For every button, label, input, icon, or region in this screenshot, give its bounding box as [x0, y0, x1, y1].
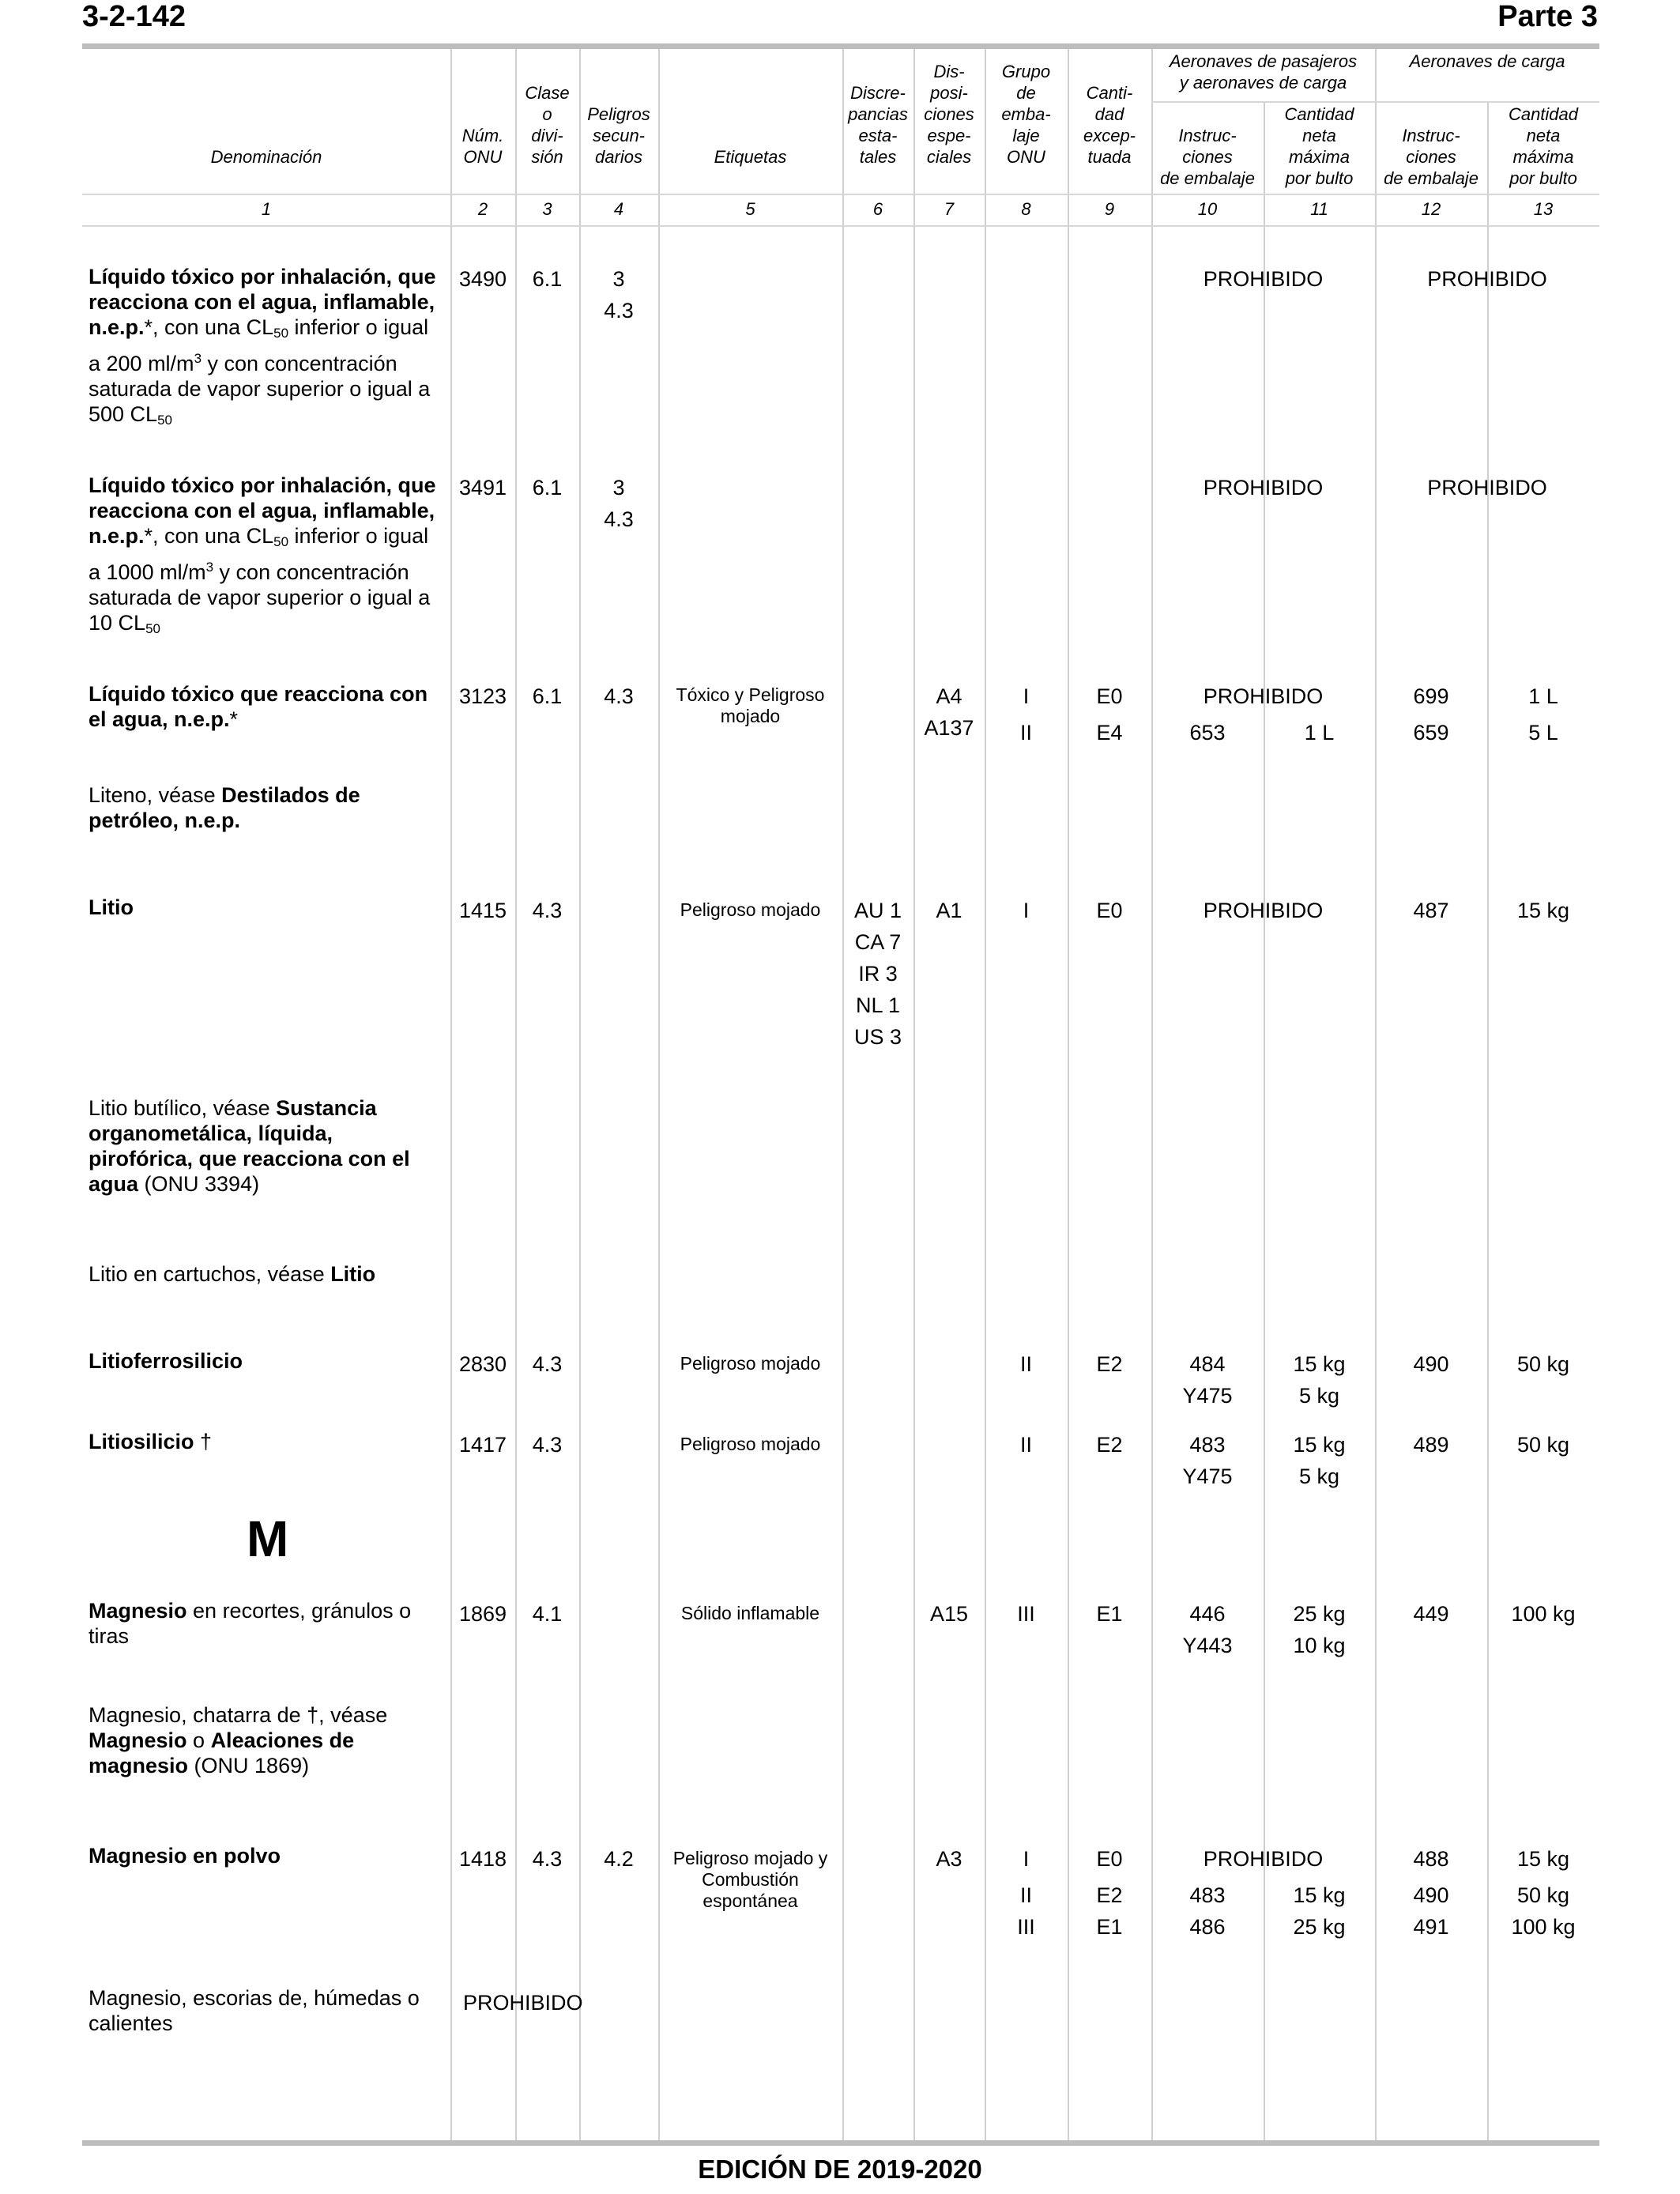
column-divider [658, 49, 660, 2140]
cargo-max-quantity: 50 kg [1516, 1352, 1570, 1376]
top-rule [82, 43, 1599, 49]
passenger-packing-instruction: 483 Y475 [1182, 1433, 1233, 1488]
column-divider [1487, 103, 1489, 2140]
excepted-quantity: E0 [1096, 1847, 1123, 1871]
entry-name: Líquido tóxico que reacciona con el agua, n.e.p.* [89, 682, 428, 731]
passenger-packing-instruction: 486 [1189, 1915, 1226, 1939]
hazard-class: 6.1 [532, 684, 563, 708]
cargo-packing-instruction: 659 [1413, 721, 1449, 745]
packing-group: II [1019, 1352, 1032, 1376]
cargo-packing-instruction: 699 [1413, 684, 1449, 708]
hazard-class: 4.3 [532, 1352, 563, 1376]
packing-group: II [1019, 1433, 1032, 1457]
cargo-max-quantity: 100 kg [1511, 1915, 1576, 1939]
cargo-prohibited: PROHIBIDO [1427, 476, 1547, 499]
secondary-hazards: 3 4.3 [604, 267, 634, 322]
excepted-quantity: E1 [1096, 1915, 1123, 1939]
col-header-packing-group: Grupo de emba- laje ONU [1001, 62, 1051, 167]
cargo-max-quantity: 1 L [1528, 684, 1558, 708]
column-divider [842, 49, 844, 2140]
passenger-max-quantity: 15 kg 5 kg [1293, 1352, 1346, 1408]
un-number: 1869 [458, 1602, 507, 1626]
col-header-denominacion: Denominación [210, 147, 322, 167]
excepted-quantity: E2 [1096, 1883, 1123, 1907]
bottom-rule [82, 2140, 1599, 2146]
cargo-packing-instruction: 449 [1413, 1602, 1449, 1626]
un-number: 1417 [458, 1433, 507, 1457]
passenger-prohibited: PROHIBIDO [1203, 684, 1324, 708]
packing-group: II [1019, 1883, 1032, 1907]
passenger-packing-instruction: 653 [1189, 721, 1226, 745]
secondary-hazards: 4.2 [604, 1847, 634, 1871]
passenger-packing-instruction: 484 Y475 [1182, 1352, 1233, 1408]
un-number: 1415 [458, 899, 507, 922]
col-header-passenger-group: Aeronaves de pasajeros y aeronaves de carga [1169, 51, 1358, 92]
hazard-class: 4.3 [532, 899, 563, 922]
col-number: 5 [745, 199, 755, 219]
passenger-prohibited: PROHIBIDO [1203, 1847, 1324, 1871]
col-header-state-variations: Discre- pancias esta- tales [848, 83, 908, 167]
col-number: 3 [542, 199, 552, 219]
special-provisions: A15 [929, 1602, 969, 1626]
col-number: 12 [1421, 199, 1441, 219]
col-number: 1 [261, 199, 272, 219]
col-header-passenger-packing-instructions: Instruc- ciones de embalaje [1160, 126, 1255, 188]
cargo-packing-instruction: 490 [1413, 1883, 1449, 1907]
edition-footer: EDICIÓN DE 2019-2020 [698, 2154, 982, 2184]
passenger-packing-instruction: 483 [1189, 1883, 1226, 1907]
hazard-class: 4.1 [532, 1602, 563, 1626]
column-divider [1264, 103, 1265, 2140]
entry-name: Litio en cartuchos, véase Litio [89, 1262, 376, 1286]
entry-name: Liteno, véase Destilados de petróleo, n.e.p. [89, 783, 360, 832]
col-number: 11 [1310, 199, 1328, 219]
passenger-max-quantity: 1 L [1304, 721, 1335, 745]
excepted-quantity: E0 [1096, 684, 1123, 708]
hazard-labels: Tóxico y Peligroso mojado [676, 684, 825, 726]
hazard-labels: Sólido inflamable [680, 1603, 820, 1623]
secondary-hazards: 3 4.3 [604, 476, 634, 531]
special-provisions: A3 [936, 1847, 962, 1871]
entry-name: Litiosilicio † [89, 1430, 213, 1453]
part-label: Parte 3 [1497, 0, 1598, 33]
prohibited-notice: PROHIBIDO [463, 1991, 583, 2015]
cargo-packing-instruction: 489 [1413, 1433, 1449, 1457]
col-header-cargo-max-quantity: Cantidad neta máxima por bulto [1508, 104, 1579, 188]
section-letter: M [247, 1510, 289, 1567]
passenger-packing-instruction: 446 Y443 [1182, 1602, 1233, 1657]
column-divider [450, 49, 452, 2140]
packing-group: I [1023, 684, 1030, 708]
entry-name: Litio butílico, véase Sustancia organometálica, líquida, pirofórica, que reacciona con el agua (ONU 3394) [89, 1096, 410, 1196]
group-header-rule [1151, 101, 1599, 103]
passenger-prohibited: PROHIBIDO [1203, 476, 1324, 499]
secondary-hazards: 4.3 [604, 684, 634, 708]
col-number: 4 [613, 199, 624, 219]
passenger-prohibited: PROHIBIDO [1203, 899, 1324, 922]
entry-name: Litioferrosilicio [89, 1349, 243, 1373]
un-number: 3123 [458, 684, 507, 708]
hazard-class: 6.1 [532, 267, 563, 291]
special-provisions: A1 [936, 899, 962, 922]
cargo-packing-instruction: 491 [1413, 1915, 1449, 1939]
col-header-labels: Etiquetas [714, 147, 787, 167]
state-variations: AU 1 CA 7 IR 3 NL 1 US 3 [853, 899, 902, 1049]
un-number: 3491 [458, 476, 507, 499]
packing-group: III [1017, 1602, 1035, 1626]
passenger-max-quantity: 15 kg 5 kg [1293, 1433, 1346, 1488]
col-header-passenger-max-quantity: Cantidad neta máxima por bulto [1284, 104, 1354, 188]
excepted-quantity: E0 [1096, 899, 1123, 922]
col-number: 10 [1197, 199, 1218, 219]
col-number: 13 [1533, 199, 1554, 219]
cargo-max-quantity: 50 kg [1516, 1883, 1570, 1907]
excepted-quantity: E2 [1096, 1352, 1123, 1376]
hazard-labels: Peligroso mojado [680, 1434, 821, 1454]
cargo-max-quantity: 15 kg [1516, 899, 1570, 922]
cargo-max-quantity: 50 kg [1516, 1433, 1570, 1457]
col-header-excepted-quantity: Canti- dad excep- tuada [1083, 83, 1136, 167]
passenger-prohibited: PROHIBIDO [1203, 267, 1324, 291]
entry-name: Líquido tóxico por inhalación, que reacciona con el agua, inflamable, n.e.p.*, con una $CL_{50}$ inferior o igual a 1000 $ml/m^3$ y con concentración saturada de vapor superior o igual a 10 $CL_{50}$ [89, 473, 436, 636]
column-number-rule [82, 225, 1599, 227]
cargo-max-quantity: 15 kg [1516, 1847, 1570, 1871]
entry-name: Magnesio en polvo [89, 1844, 281, 1868]
passenger-max-quantity: 25 kg [1293, 1915, 1346, 1939]
cargo-packing-instruction: 488 [1413, 1847, 1449, 1871]
column-divider [1151, 49, 1153, 2140]
packing-group: III [1017, 1915, 1035, 1939]
cargo-prohibited: PROHIBIDO [1427, 267, 1547, 291]
special-provisions: A4 A137 [924, 684, 974, 740]
excepted-quantity: E2 [1096, 1433, 1123, 1457]
hazard-class: 4.3 [532, 1433, 563, 1457]
hazard-labels: Peligroso mojado [680, 1353, 821, 1374]
packing-group: II [1019, 721, 1032, 745]
hazard-class: 4.3 [532, 1847, 563, 1871]
column-divider [515, 49, 517, 2140]
col-header-un-number: Núm. ONU [461, 126, 504, 167]
hazard-labels: Peligroso mojado [680, 899, 821, 920]
column-divider [985, 49, 986, 2140]
hazard-class: 6.1 [532, 476, 563, 499]
entry-name: Líquido tóxico por inhalación, que reacciona con el agua, inflamable, n.e.p.*, con una $CL_{50}$ inferior o igual a 200 $ml/m^3$ y con concentración saturada de vapor superior o igual a 500 $CL_{50}$ [89, 265, 436, 428]
hazard-labels: Peligroso mojado y Combustión espontánea [672, 1848, 828, 1911]
cargo-max-quantity: 5 L [1528, 721, 1558, 745]
col-header-cargo-packing-instructions: Instruc- ciones de embalaje [1384, 126, 1478, 188]
entry-name: Magnesio en recortes, gránulos o tiras [89, 1599, 412, 1648]
column-divider [579, 49, 581, 2140]
col-number: 9 [1104, 199, 1115, 219]
packing-group: I [1023, 899, 1030, 922]
column-divider [913, 49, 915, 2140]
un-number: 3490 [458, 267, 507, 291]
un-number: 2830 [458, 1352, 507, 1376]
cargo-packing-instruction: 490 [1413, 1352, 1449, 1376]
cargo-max-quantity: 100 kg [1511, 1602, 1576, 1626]
page-number: 3-2-142 [82, 0, 186, 33]
cargo-packing-instruction: 487 [1413, 899, 1449, 922]
un-number: 1418 [458, 1847, 507, 1871]
col-header-cargo-group: Aeronaves de carga [1409, 51, 1565, 71]
column-divider [1375, 49, 1377, 2140]
excepted-quantity: E1 [1096, 1602, 1123, 1626]
entry-name: Litio [89, 895, 134, 919]
passenger-max-quantity: 15 kg [1293, 1883, 1346, 1907]
passenger-max-quantity: 25 kg 10 kg [1293, 1602, 1346, 1657]
col-header-class: Clase o divi- sión [525, 83, 570, 167]
header-bottom-rule [82, 194, 1599, 195]
col-number: 2 [477, 199, 488, 219]
column-divider [1068, 49, 1069, 2140]
col-header-special-provisions: Dis- posi- ciones espe- ciales [924, 62, 974, 167]
col-number: 6 [872, 199, 883, 219]
excepted-quantity: E4 [1096, 721, 1123, 745]
col-header-secondary-hazards: Peligros secun- darios [587, 104, 650, 167]
col-number: 8 [1021, 199, 1031, 219]
entry-name: Magnesio, chatarra de †, véase Magnesio o Aleaciones de magnesio (ONU 1869) [89, 1703, 388, 1777]
packing-group: I [1023, 1847, 1030, 1871]
col-number: 7 [944, 199, 955, 219]
entry-name: Magnesio, escorias de, húmedas o calientes [89, 1986, 420, 2035]
